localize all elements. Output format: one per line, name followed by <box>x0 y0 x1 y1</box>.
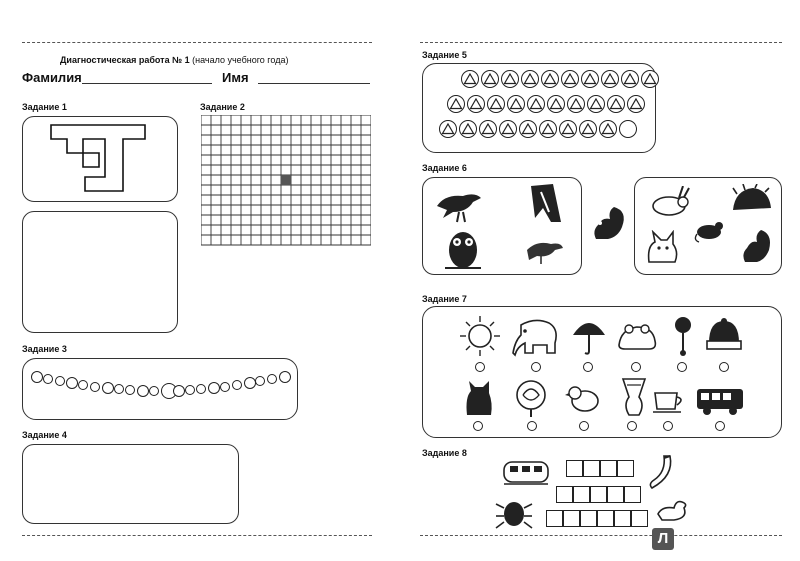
bead <box>31 371 43 383</box>
bottom-divider-right <box>420 535 782 536</box>
triangle-circle <box>599 120 617 138</box>
triangle-circle <box>567 95 585 113</box>
name-label: Имя <box>222 70 249 85</box>
triangle-icon <box>562 71 578 87</box>
triangle-circle <box>467 95 485 113</box>
triangle-circle <box>521 70 539 88</box>
triangle-circle <box>519 120 537 138</box>
frog-icon <box>615 319 659 353</box>
letter-box[interactable] <box>600 460 617 477</box>
empty-circle[interactable] <box>619 120 637 138</box>
bead <box>137 385 149 397</box>
bead <box>43 374 53 384</box>
triangle-circle <box>507 95 525 113</box>
duck-icon <box>654 498 690 524</box>
task6-label: Задание 6 <box>422 163 467 173</box>
triangle-icon <box>560 121 576 137</box>
answer-circle[interactable] <box>677 362 687 372</box>
task3-label: Задание 3 <box>22 344 67 354</box>
triangle-circle <box>459 120 477 138</box>
bead <box>114 384 124 394</box>
triangle-circle <box>461 70 479 88</box>
answer-circle[interactable] <box>719 362 729 372</box>
triangle-icon <box>642 71 658 87</box>
pattern-figure-icon <box>23 117 177 201</box>
bus-icon <box>695 385 745 417</box>
vase-icon <box>619 375 649 419</box>
task7-box <box>422 306 782 438</box>
triangle-icon <box>488 96 504 112</box>
woodpecker-icon <box>523 182 565 226</box>
triangle-circle <box>439 120 457 138</box>
triangle-circle <box>547 95 565 113</box>
bead <box>196 384 206 394</box>
bead <box>244 377 256 389</box>
hare-icon <box>645 186 691 218</box>
bead <box>90 382 100 392</box>
answer-circle[interactable] <box>627 421 637 431</box>
rattle-icon <box>671 315 695 357</box>
mouse-icon <box>693 218 727 244</box>
triangle-icon <box>500 121 516 137</box>
cup-icon <box>651 387 687 415</box>
surname-line[interactable] <box>82 83 212 84</box>
top-divider-right <box>420 42 782 43</box>
letter-box[interactable] <box>631 510 648 527</box>
triangle-icon <box>440 121 456 137</box>
triangle-icon <box>582 71 598 87</box>
hedgehog-icon <box>729 184 773 216</box>
letter-box[interactable] <box>617 460 634 477</box>
task2-label: Задание 2 <box>200 102 245 112</box>
task5-label: Задание 5 <box>422 50 467 60</box>
bottom-divider-left <box>22 535 372 536</box>
triangle-circle <box>561 70 579 88</box>
letter-box[interactable] <box>607 486 624 503</box>
triangle-circle <box>601 70 619 88</box>
squirrel-icon <box>739 226 773 266</box>
bead <box>279 371 291 383</box>
triangle-circle <box>541 70 559 88</box>
bead <box>208 382 220 394</box>
triangle-icon <box>482 71 498 87</box>
answer-circle[interactable] <box>663 421 673 431</box>
bead <box>185 385 195 395</box>
triangle-circle <box>559 120 577 138</box>
triangle-icon <box>468 96 484 112</box>
sparrow-icon <box>523 236 565 268</box>
task6-birds-box <box>422 177 582 275</box>
letter-box[interactable] <box>614 510 631 527</box>
cat-icon <box>463 377 495 417</box>
letter-box[interactable] <box>566 460 583 477</box>
bead <box>255 376 265 386</box>
beetle-icon <box>494 496 534 530</box>
bead <box>66 377 78 389</box>
answer-circle[interactable] <box>579 421 589 431</box>
bead <box>102 382 114 394</box>
answer-circle[interactable] <box>715 421 725 431</box>
letter-box[interactable] <box>556 486 573 503</box>
name-line[interactable] <box>258 83 370 84</box>
triangle-icon <box>508 96 524 112</box>
triangle-circle <box>621 70 639 88</box>
answer-circle[interactable] <box>583 362 593 372</box>
triangle-circle <box>527 95 545 113</box>
squirrel-icon <box>588 203 628 243</box>
triangle-icon <box>480 121 496 137</box>
bead <box>125 385 135 395</box>
letter-box[interactable] <box>580 510 597 527</box>
triangle-icon <box>548 96 564 112</box>
triangle-icon <box>502 71 518 87</box>
grid-start-cell <box>281 175 291 185</box>
answer-circle[interactable] <box>475 362 485 372</box>
triangle-circle <box>447 95 465 113</box>
bead <box>220 382 230 392</box>
bead <box>55 376 65 386</box>
chick-icon <box>565 381 603 415</box>
triangle-circle <box>481 70 499 88</box>
task1-label: Задание 1 <box>22 102 67 112</box>
triangle-icon <box>608 96 624 112</box>
banana-icon <box>640 454 676 492</box>
triangle-icon <box>540 121 556 137</box>
bead <box>232 380 242 390</box>
bead <box>267 374 277 384</box>
letter-box[interactable] <box>597 510 614 527</box>
cat-icon <box>643 230 683 266</box>
answer-circle[interactable] <box>631 362 641 372</box>
bead <box>173 385 185 397</box>
answer-circle[interactable] <box>531 362 541 372</box>
hat-icon <box>705 317 743 351</box>
letter-box[interactable] <box>583 460 600 477</box>
task5-box <box>422 63 656 153</box>
page-title <box>60 55 288 65</box>
task3-beads-box <box>22 358 298 420</box>
triangle-icon <box>622 71 638 87</box>
triangle-icon <box>528 96 544 112</box>
triangle-circle <box>641 70 659 88</box>
triangle-icon <box>602 71 618 87</box>
triangle-circle <box>627 95 645 113</box>
top-divider-left <box>22 42 372 43</box>
publisher-badge: Л <box>652 528 674 550</box>
triangle-circle <box>581 70 599 88</box>
task8-label: Задание 8 <box>422 448 467 458</box>
triangle-circle <box>539 120 557 138</box>
task1-answer-box[interactable] <box>22 211 178 333</box>
owl-icon <box>443 226 483 270</box>
triangle-circle <box>579 120 597 138</box>
task2-grid[interactable] <box>201 115 371 248</box>
answer-circle[interactable] <box>473 421 483 431</box>
task4-label: Задание 4 <box>22 430 67 440</box>
letter-box[interactable] <box>546 510 563 527</box>
triangle-icon <box>580 121 596 137</box>
umbrella-icon <box>569 315 609 357</box>
surname-label: Фамилия <box>22 70 82 85</box>
triangle-icon <box>600 121 616 137</box>
triangle-circle <box>501 70 519 88</box>
task6-animals-box <box>634 177 782 275</box>
tram-icon <box>502 458 550 488</box>
triangle-icon <box>588 96 604 112</box>
triangle-icon <box>460 121 476 137</box>
elephant-icon <box>511 317 561 357</box>
triangle-icon <box>628 96 644 112</box>
task4-answer-box[interactable] <box>22 444 239 524</box>
triangle-icon <box>520 121 536 137</box>
task1-sample-box <box>22 116 178 202</box>
sun-icon <box>459 315 501 357</box>
rose-icon <box>511 377 551 417</box>
triangle-circle <box>607 95 625 113</box>
letter-box[interactable] <box>590 486 607 503</box>
title-note: (начало учебного года) <box>192 55 289 65</box>
triangle-icon <box>522 71 538 87</box>
triangle-circle <box>479 120 497 138</box>
bead <box>149 386 159 396</box>
triangle-icon <box>448 96 464 112</box>
triangle-icon <box>568 96 584 112</box>
triangle-circle <box>587 95 605 113</box>
crow-icon <box>433 184 485 224</box>
letter-box[interactable] <box>624 486 641 503</box>
task7-label: Задание 7 <box>422 294 467 304</box>
title-bold: Диагностическая работа № 1 <box>60 55 190 65</box>
triangle-circle <box>487 95 505 113</box>
triangle-circle <box>499 120 517 138</box>
letter-box[interactable] <box>563 510 580 527</box>
bead <box>78 380 88 390</box>
triangle-icon <box>462 71 478 87</box>
triangle-icon <box>542 71 558 87</box>
answer-circle[interactable] <box>527 421 537 431</box>
letter-box[interactable] <box>573 486 590 503</box>
